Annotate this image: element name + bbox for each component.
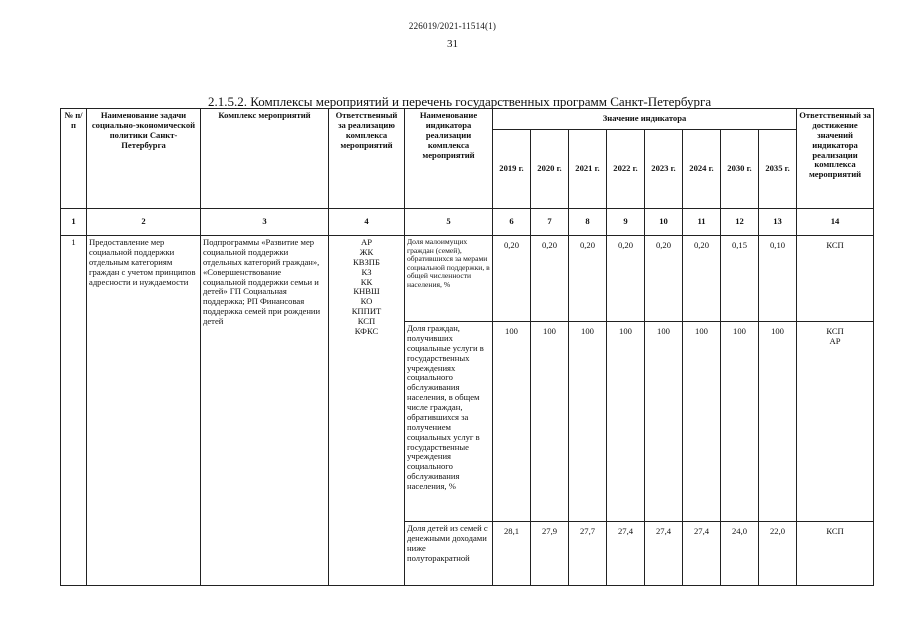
indicator-value: 0,10 (759, 236, 797, 322)
column-number: 5 (405, 209, 493, 236)
indicator-value: 100 (645, 322, 683, 522)
indicator-value: 0,20 (645, 236, 683, 322)
complex-cell: Подпрограммы «Развитие мер социальной поддержки отдельных категорий граждан», «Совершенствование социальной поддержки семьи и детей» ГП Социальная поддержка; РП Финансовая поддержка семей при рождении детей (201, 236, 329, 586)
indicator-value: 27,4 (645, 522, 683, 586)
header-year: 2024 г. (683, 130, 721, 209)
responsible-code: АР (361, 237, 372, 247)
header-year: 2019 г. (493, 130, 531, 209)
indicator-value: 22,0 (759, 522, 797, 586)
header-year: 2023 г. (645, 130, 683, 209)
indicator-responsible: КСП АР (797, 322, 874, 522)
indicator-value: 27,9 (531, 522, 569, 586)
column-number: 7 (531, 209, 569, 236)
indicator-value: 28,1 (493, 522, 531, 586)
column-number: 10 (645, 209, 683, 236)
header-indicator-value: Значение индикатора (493, 109, 797, 130)
indicator-value: 100 (607, 322, 645, 522)
indicator-name: Доля малоимущих граждан (семей), обратившихся за мерами социальной поддержки, в общей численности населения, % (405, 236, 493, 322)
responsible-impl-cell (329, 236, 405, 586)
indicator-value: 100 (569, 322, 607, 522)
section-title: 2.1.5.2. Комплексы мероприятий и перечень государственных программ Санкт-Петербурга (208, 94, 712, 109)
indicator-name: Доля детей из семей с денежными доходами ниже полуторакратной (405, 522, 493, 586)
indicator-value: 100 (493, 322, 531, 522)
header-year: 2030 г. (721, 130, 759, 209)
column-number: 2 (87, 209, 201, 236)
header-year: 2035 г. (759, 130, 797, 209)
indicator-value: 100 (683, 322, 721, 522)
column-number: 12 (721, 209, 759, 236)
responsible-code: КО (360, 296, 373, 307)
indicator-value: 24,0 (721, 522, 759, 586)
indicator-value: 27,4 (607, 522, 645, 586)
indicator-value: 27,4 (683, 522, 721, 586)
column-number: 1 (61, 209, 87, 236)
responsible-code: КФКС (354, 325, 379, 336)
column-number: 9 (607, 209, 645, 236)
indicator-value: 0,20 (531, 236, 569, 322)
column-number: 4 (329, 209, 405, 236)
header-responsible-impl: Ответственный за реализацию комплекса мероприятий (329, 109, 405, 209)
header-task: Наименование задачи социально-экономической политики Санкт-Петербурга (87, 109, 201, 209)
indicator-value: 0,20 (607, 236, 645, 322)
task-cell: Предоставление мер социальной поддержки отдельным категориям граждан с учетом принципов адресности и нуждаемости (87, 236, 201, 586)
column-number: 3 (201, 209, 329, 236)
header-year: 2022 г. (607, 130, 645, 209)
header-complex: Комплекс мероприятий (201, 109, 329, 209)
registration-number: 226019/2021-11514(1) (408, 21, 497, 31)
column-number: 14 (797, 209, 874, 236)
column-number: 6 (493, 209, 531, 236)
responsible-code: КНВШ (353, 286, 380, 297)
header-responsible-achieve: Ответственный за достижение значений индикатора реализации комплекса мероприятий (797, 109, 874, 209)
indicator-value: 100 (759, 322, 797, 522)
responsible-code: КППИТ (351, 306, 382, 317)
header-year: 2021 г. (569, 130, 607, 209)
column-number: 8 (569, 209, 607, 236)
responsible-code: КЗ (361, 266, 372, 277)
page-number: 31 (447, 38, 458, 50)
header-year: 2020 г. (531, 130, 569, 209)
indicator-value: 27,7 (569, 522, 607, 586)
indicator-responsible: КСП (797, 522, 874, 586)
responsible-code: ЖК (359, 246, 374, 257)
indicator-value: 0,20 (569, 236, 607, 322)
column-number: 11 (683, 209, 721, 236)
row-number: 1 (61, 236, 87, 586)
column-number: 13 (759, 209, 797, 236)
indicator-name: Доля граждан, получивших социальные услуги в государственных учреждениях социального обслуживания населения, в общем числе граждан, обратившихся за получением социальных услуг в государственные учреждения социального обслуживания населения, % (405, 322, 493, 522)
indicator-value: 100 (721, 322, 759, 522)
programs-table (60, 108, 874, 586)
responsible-code: КСП (357, 316, 376, 326)
indicator-value: 0,15 (721, 236, 759, 322)
indicator-value: 0,20 (683, 236, 721, 322)
indicator-value: 0,20 (493, 236, 531, 322)
header-num: № п/п (61, 109, 87, 209)
responsible-code: КВЗПБ (353, 256, 380, 267)
header-indicator: Наименование индикатора реализации комплекса мероприятий (405, 109, 493, 209)
indicator-responsible: КСП (797, 236, 874, 322)
responsible-code: КК (360, 276, 373, 287)
indicator-value: 100 (531, 322, 569, 522)
